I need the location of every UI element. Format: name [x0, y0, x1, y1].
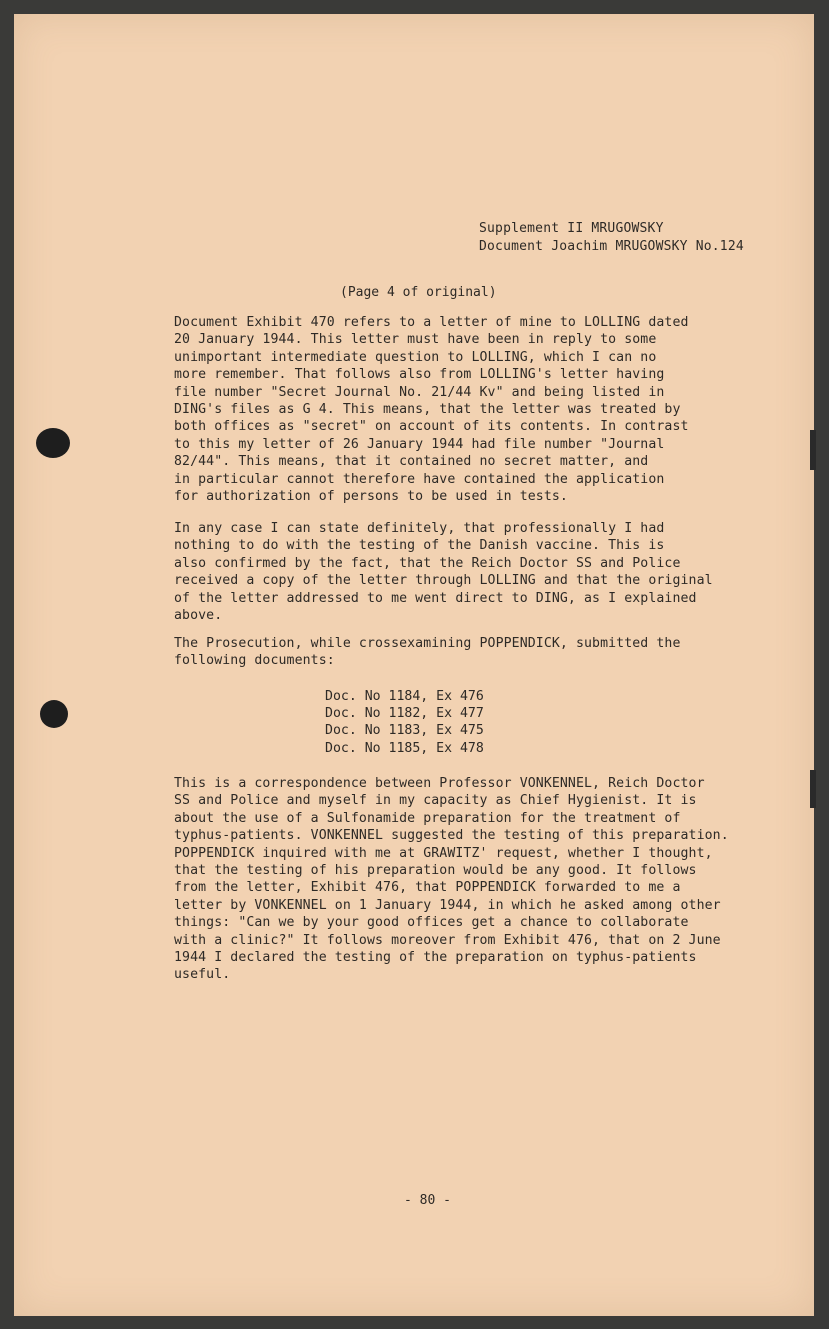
page-of-original: (Page 4 of original): [340, 285, 497, 300]
edge-mark: [810, 430, 816, 470]
document-list-item: Doc. No 1184, Ex 476: [325, 689, 484, 704]
page-number: - 80 -: [404, 1193, 451, 1208]
paragraph: In any case I can state definitely, that professionally I had nothing to do with the testing of the Danish vaccine. This is also confirmed by the fact, that the Reich Doctor SS and Police received a copy of the letter through LOLLING and that the original of the letter addressed to me went direct to DING, as I explained above.: [174, 521, 713, 624]
document-page: [14, 14, 814, 1316]
document-header: [479, 220, 744, 256]
paragraph: This is a correspondence between Professor VONKENNEL, Reich Doctor SS and Police and myself in my capacity as Chief Hygienist. It is about the use of a Sulfonamide preparation for the treatment of typhus-patients. VONKENNEL suggested the testing of this preparation. POPPENDICK inquired with me at GRAWITZ' request, whether I thought, that the testing of his preparation would be any good. It follows from the letter, Exhibit 476, that POPPENDICK forwarded to me a letter by VONKENNEL on 1 January 1944, in which he asked among other things: "Can we by your good offices get a chance to collaborate with a clinic?" It follows moreover from Exhibit 476, that on 2 June 1944 I declared the testing of the preparation on typhus-patients useful.: [174, 776, 729, 983]
punch-hole: [36, 428, 70, 458]
edge-mark: [810, 770, 816, 808]
punch-hole: [40, 700, 68, 728]
document-list-item: Doc. No 1182, Ex 477: [325, 706, 484, 722]
paragraph: The Prosecution, while crossexamining POPPENDICK, submitted the following documents:: [174, 636, 681, 669]
document-list-item: Doc. No 1183, Ex 475: [325, 723, 484, 739]
document-number-line: Document Joachim MRUGOWSKY No.124: [479, 239, 744, 254]
document-list-item: Doc. No 1185, Ex 478: [325, 740, 484, 756]
paragraph: Document Exhibit 470 refers to a letter of mine to LOLLING dated 20 January 1944. This letter must have been in reply to some unimportant intermediate question to LOLLING, which I can no more remember. That follows also from LOLLING's letter having file number "Secret Journal No. 21/44 Kv" and being listed in DING's files as G 4. This means, that the letter was treated by both offices as "secret" on account of its contents. In contrast to this my letter of 26 January 1944 had file number "Journal 82/44". This means, that it contained no secret matter, and in particular cannot therefore have contained the application for authorization of persons to be used in tests.: [174, 315, 689, 505]
document-list: [325, 688, 484, 757]
supplement-line: Supplement II MRUGOWSKY: [479, 221, 664, 236]
